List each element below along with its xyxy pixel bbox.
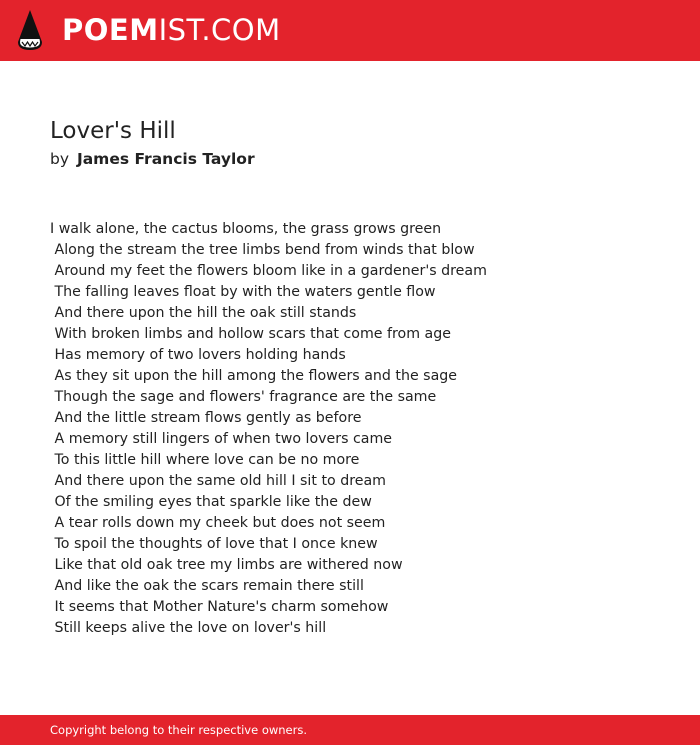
poem-line: As they sit upon the hill among the flowers and the sage xyxy=(50,368,458,384)
site-header xyxy=(0,0,700,61)
site-footer xyxy=(0,715,700,745)
poem-line: To this little hill where love can be no more xyxy=(50,452,360,468)
by-label: by xyxy=(50,150,70,168)
poem-line: The falling leaves float by with the waters gentle flow xyxy=(50,284,436,300)
poem-line: To spoil the thoughts of love that I once knew xyxy=(50,536,378,552)
poem-line: With broken limbs and hollow scars that come from age xyxy=(50,326,451,342)
brand-bold-part: POEM xyxy=(62,13,159,47)
poem-line: Like that old oak tree my limbs are withered now xyxy=(50,557,403,573)
pencil-tip-icon[interactable] xyxy=(17,9,43,51)
copyright-text: Copyright belong to their respective owners. xyxy=(50,723,308,737)
poem-line: A tear rolls down my cheek but does not seem xyxy=(50,515,386,531)
author-name: James Francis Taylor xyxy=(76,150,255,168)
poem-line: I walk alone, the cactus blooms, the grass grows green xyxy=(50,221,442,237)
poem-line: Though the sage and flowers' fragrance are the same xyxy=(50,389,437,405)
poem-title: Lover's Hill xyxy=(50,118,176,144)
poem-line: And the little stream flows gently as before xyxy=(50,410,362,426)
poem-line: Of the smiling eyes that sparkle like the dew xyxy=(50,494,372,510)
poem-line: It seems that Mother Nature's charm somehow xyxy=(50,599,389,615)
poem-line: Around my feet the flowers bloom like in a gardener's dream xyxy=(50,263,487,279)
brand-light-part: IST.COM xyxy=(158,13,281,47)
poem-line: And there upon the hill the oak still stands xyxy=(50,305,357,321)
poem-line: A memory still lingers of when two lovers came xyxy=(50,431,393,447)
poem-line: Still keeps alive the love on lover's hill xyxy=(50,620,327,636)
poem-body xyxy=(50,219,670,639)
poem-line: Has memory of two lovers holding hands xyxy=(50,347,346,363)
site-logo-text[interactable] xyxy=(62,12,281,48)
poem-line: And like the oak the scars remain there still xyxy=(50,578,364,594)
poem-line: And there upon the same old hill I sit to dream xyxy=(50,473,386,489)
byline xyxy=(50,148,255,170)
poem-line: Along the stream the tree limbs bend from winds that blow xyxy=(50,242,475,258)
